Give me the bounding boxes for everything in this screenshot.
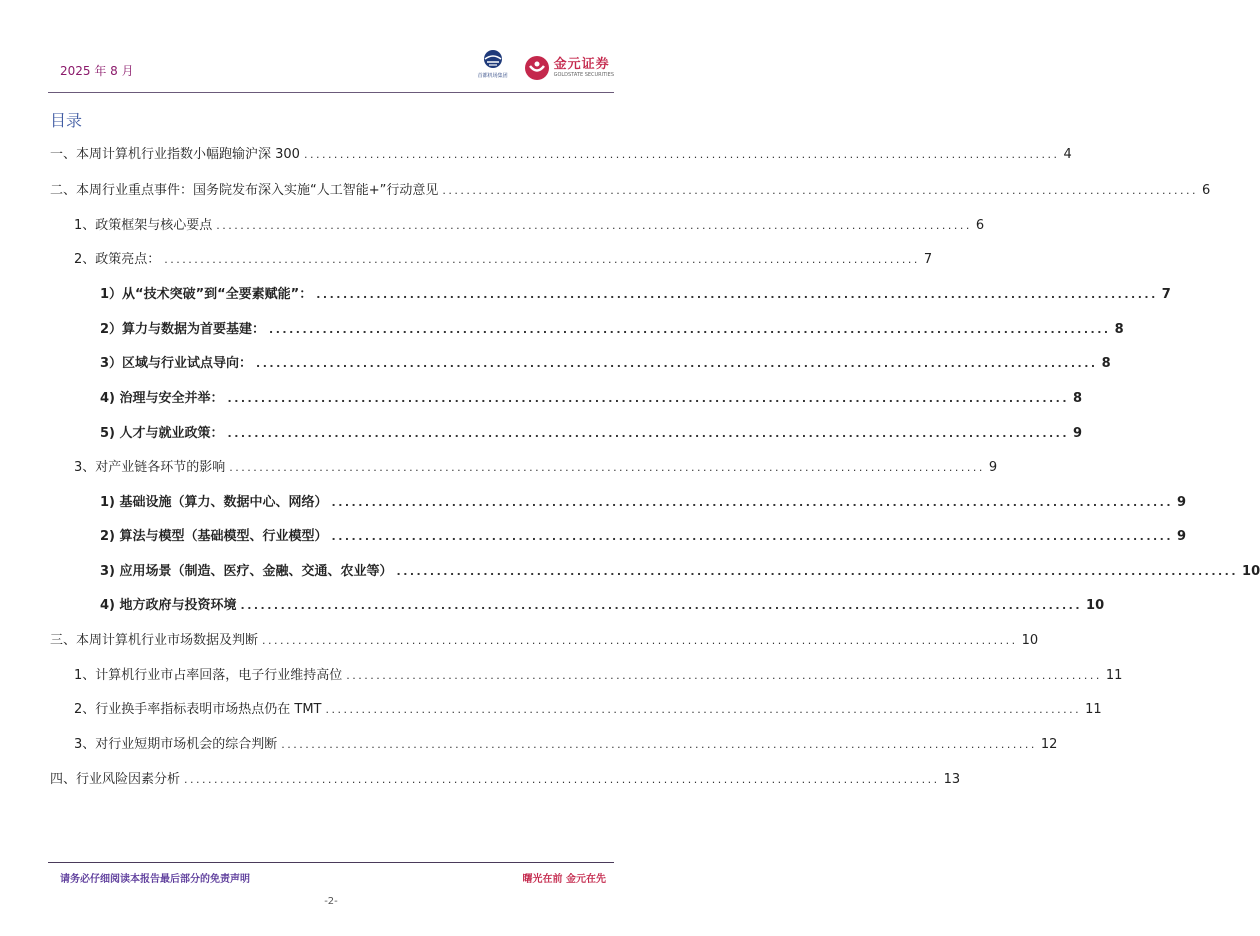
toc-leader: .............................................................................................................................. — [325, 703, 1082, 716]
toc-entry-page: 12 — [1040, 737, 1058, 752]
toc-entry-label: 二、本周行业重点事件：国务院发布深入实施“人工智能+”行动意见 — [50, 183, 439, 198]
toc-entry-label: 四、行业风险因素分析 — [50, 772, 181, 787]
toc-entry-label: 4) 治理与安全并举： — [100, 391, 224, 406]
brand-name-en: GOLDSTATE SECURITIES — [553, 72, 614, 78]
toc-entry-page: 8 — [1101, 356, 1111, 371]
toc-entry-label: 1) 基础设施（算力、数据中心、网络） — [100, 495, 328, 510]
toc-leader: .............................................................................................................................. — [262, 634, 1018, 647]
toc-leader: .............................................................................................................................. — [303, 148, 1060, 161]
toc-entry[interactable] — [100, 321, 1124, 339]
toc-entry[interactable] — [74, 217, 985, 235]
toc-entry-label: 2) 算法与模型（基础模型、行业模型） — [100, 529, 328, 544]
toc-entry-page: 10 — [1021, 633, 1039, 648]
toc-leader: .............................................................................................................................. — [396, 565, 1239, 578]
toc-leader: .............................................................................................................................. — [164, 253, 920, 266]
toc-entry[interactable] — [100, 286, 1171, 304]
toc-entry[interactable] — [100, 355, 1111, 373]
toc-entry-page: 9 — [1177, 495, 1187, 510]
toc-entry-label: 三、本周计算机行业市场数据及判断 — [50, 633, 259, 648]
toc-entry-label: 2、政策亮点： — [74, 252, 161, 267]
toc-entry[interactable] — [74, 459, 998, 477]
toc-leader: .............................................................................................................................. — [331, 530, 1174, 543]
toc-entry-page: 8 — [1073, 391, 1083, 406]
toc-leader: .............................................................................................................................. — [331, 496, 1174, 509]
header-logos — [470, 48, 614, 88]
toc-leader: .............................................................................................................................. — [216, 219, 972, 232]
partner-logo-icon — [480, 49, 506, 73]
toc-entry[interactable] — [74, 736, 1058, 754]
toc-entry[interactable] — [74, 667, 1123, 685]
toc-leader: .............................................................................................................................. — [256, 357, 1098, 370]
brand-logo — [524, 55, 614, 81]
toc-entry-label: 4) 地方政府与投资环境 — [100, 598, 237, 613]
toc-leader: .............................................................................................................................. — [184, 773, 940, 786]
toc-entry-label: 2）算力与数据为首要基建： — [100, 322, 266, 337]
toc-leader: .............................................................................................................................. — [240, 599, 1083, 612]
toc-entry-label: 5) 人才与就业政策： — [100, 426, 224, 441]
toc-leader: .............................................................................................................................. — [269, 323, 1111, 336]
toc-entry-page: 9 — [1073, 426, 1083, 441]
toc-entry-page: 7 — [923, 252, 933, 267]
toc-entry-label: 1）从“技术突破”到“全要素赋能”： — [100, 287, 313, 302]
toc-entry-label: 1、计算机行业市占率回落，电子行业维持高位 — [74, 668, 343, 683]
toc-entry-label: 1、政策框架与核心要点 — [74, 218, 213, 233]
toc-entry[interactable] — [50, 771, 961, 789]
toc-leader: .............................................................................................................................. — [346, 669, 1102, 682]
page-number: -2- — [324, 896, 338, 907]
brand-name-cn: 金元证券 — [553, 57, 610, 72]
toc-entry-page: 10 — [1086, 598, 1105, 613]
report-date: 2025 年 8 月 — [60, 64, 134, 78]
toc-entry-page: 9 — [1177, 529, 1187, 544]
toc-entry-label: 3）区域与行业试点导向： — [100, 356, 253, 371]
toc-entry-page: 8 — [1114, 322, 1124, 337]
toc-entry-label: 3、对产业链各环节的影响 — [74, 460, 226, 475]
toc-leader: .............................................................................................................................. — [227, 427, 1070, 440]
toc-entry[interactable] — [50, 182, 1211, 200]
toc-entry-label: 3) 应用场景（制造、医疗、金融、交通、农业等） — [100, 564, 393, 579]
toc-entry[interactable] — [50, 146, 1072, 164]
toc-entry-page: 7 — [1161, 287, 1171, 302]
toc-entry[interactable] — [100, 563, 1260, 581]
footer-divider — [48, 862, 614, 863]
toc-entry-page: 11 — [1105, 668, 1123, 683]
partner-logo-caption: 首都机场集团 — [477, 73, 508, 79]
toc-entry-page: 6 — [1201, 183, 1211, 198]
header-divider — [48, 92, 614, 93]
toc-entry-page: 6 — [975, 218, 985, 233]
toc-leader: .............................................................................................................................. — [316, 288, 1158, 301]
toc-entry[interactable] — [74, 701, 1102, 719]
toc-title: 目录 — [50, 111, 83, 130]
toc-entry-page: 10 — [1242, 564, 1260, 579]
toc-entry[interactable] — [100, 425, 1083, 443]
toc-entry[interactable] — [74, 251, 933, 269]
toc-entry[interactable] — [100, 597, 1105, 615]
footer-disclaimer: 请务必仔细阅读本报告最后部分的免责声明 — [60, 874, 250, 885]
toc-entry-label: 2、行业换手率指标表明市场热点仍在 TMT — [74, 702, 322, 717]
toc-leader: .............................................................................................................................. — [229, 461, 985, 474]
toc-leader: .............................................................................................................................. — [442, 184, 1198, 197]
toc-entry-page: 9 — [988, 460, 998, 475]
toc-leader: .............................................................................................................................. — [281, 738, 1037, 751]
toc-entry[interactable] — [100, 390, 1083, 408]
brand-logo-icon — [524, 55, 550, 81]
partner-logo — [470, 49, 516, 87]
toc-entry-page: 4 — [1063, 147, 1072, 162]
toc-entry[interactable] — [100, 494, 1187, 512]
toc-leader: .............................................................................................................................. — [227, 392, 1070, 405]
toc-entry[interactable] — [50, 632, 1039, 650]
footer-slogan: 曙光在前 金元在先 — [522, 874, 606, 885]
toc-entry-label: 一、本周计算机行业指数小幅跑输沪深 300 — [50, 147, 300, 162]
toc-entry-page: 13 — [943, 772, 961, 787]
toc-entry-page: 11 — [1085, 702, 1102, 717]
toc-entry[interactable] — [100, 528, 1187, 546]
toc-entry-label: 3、对行业短期市场机会的综合判断 — [74, 737, 278, 752]
